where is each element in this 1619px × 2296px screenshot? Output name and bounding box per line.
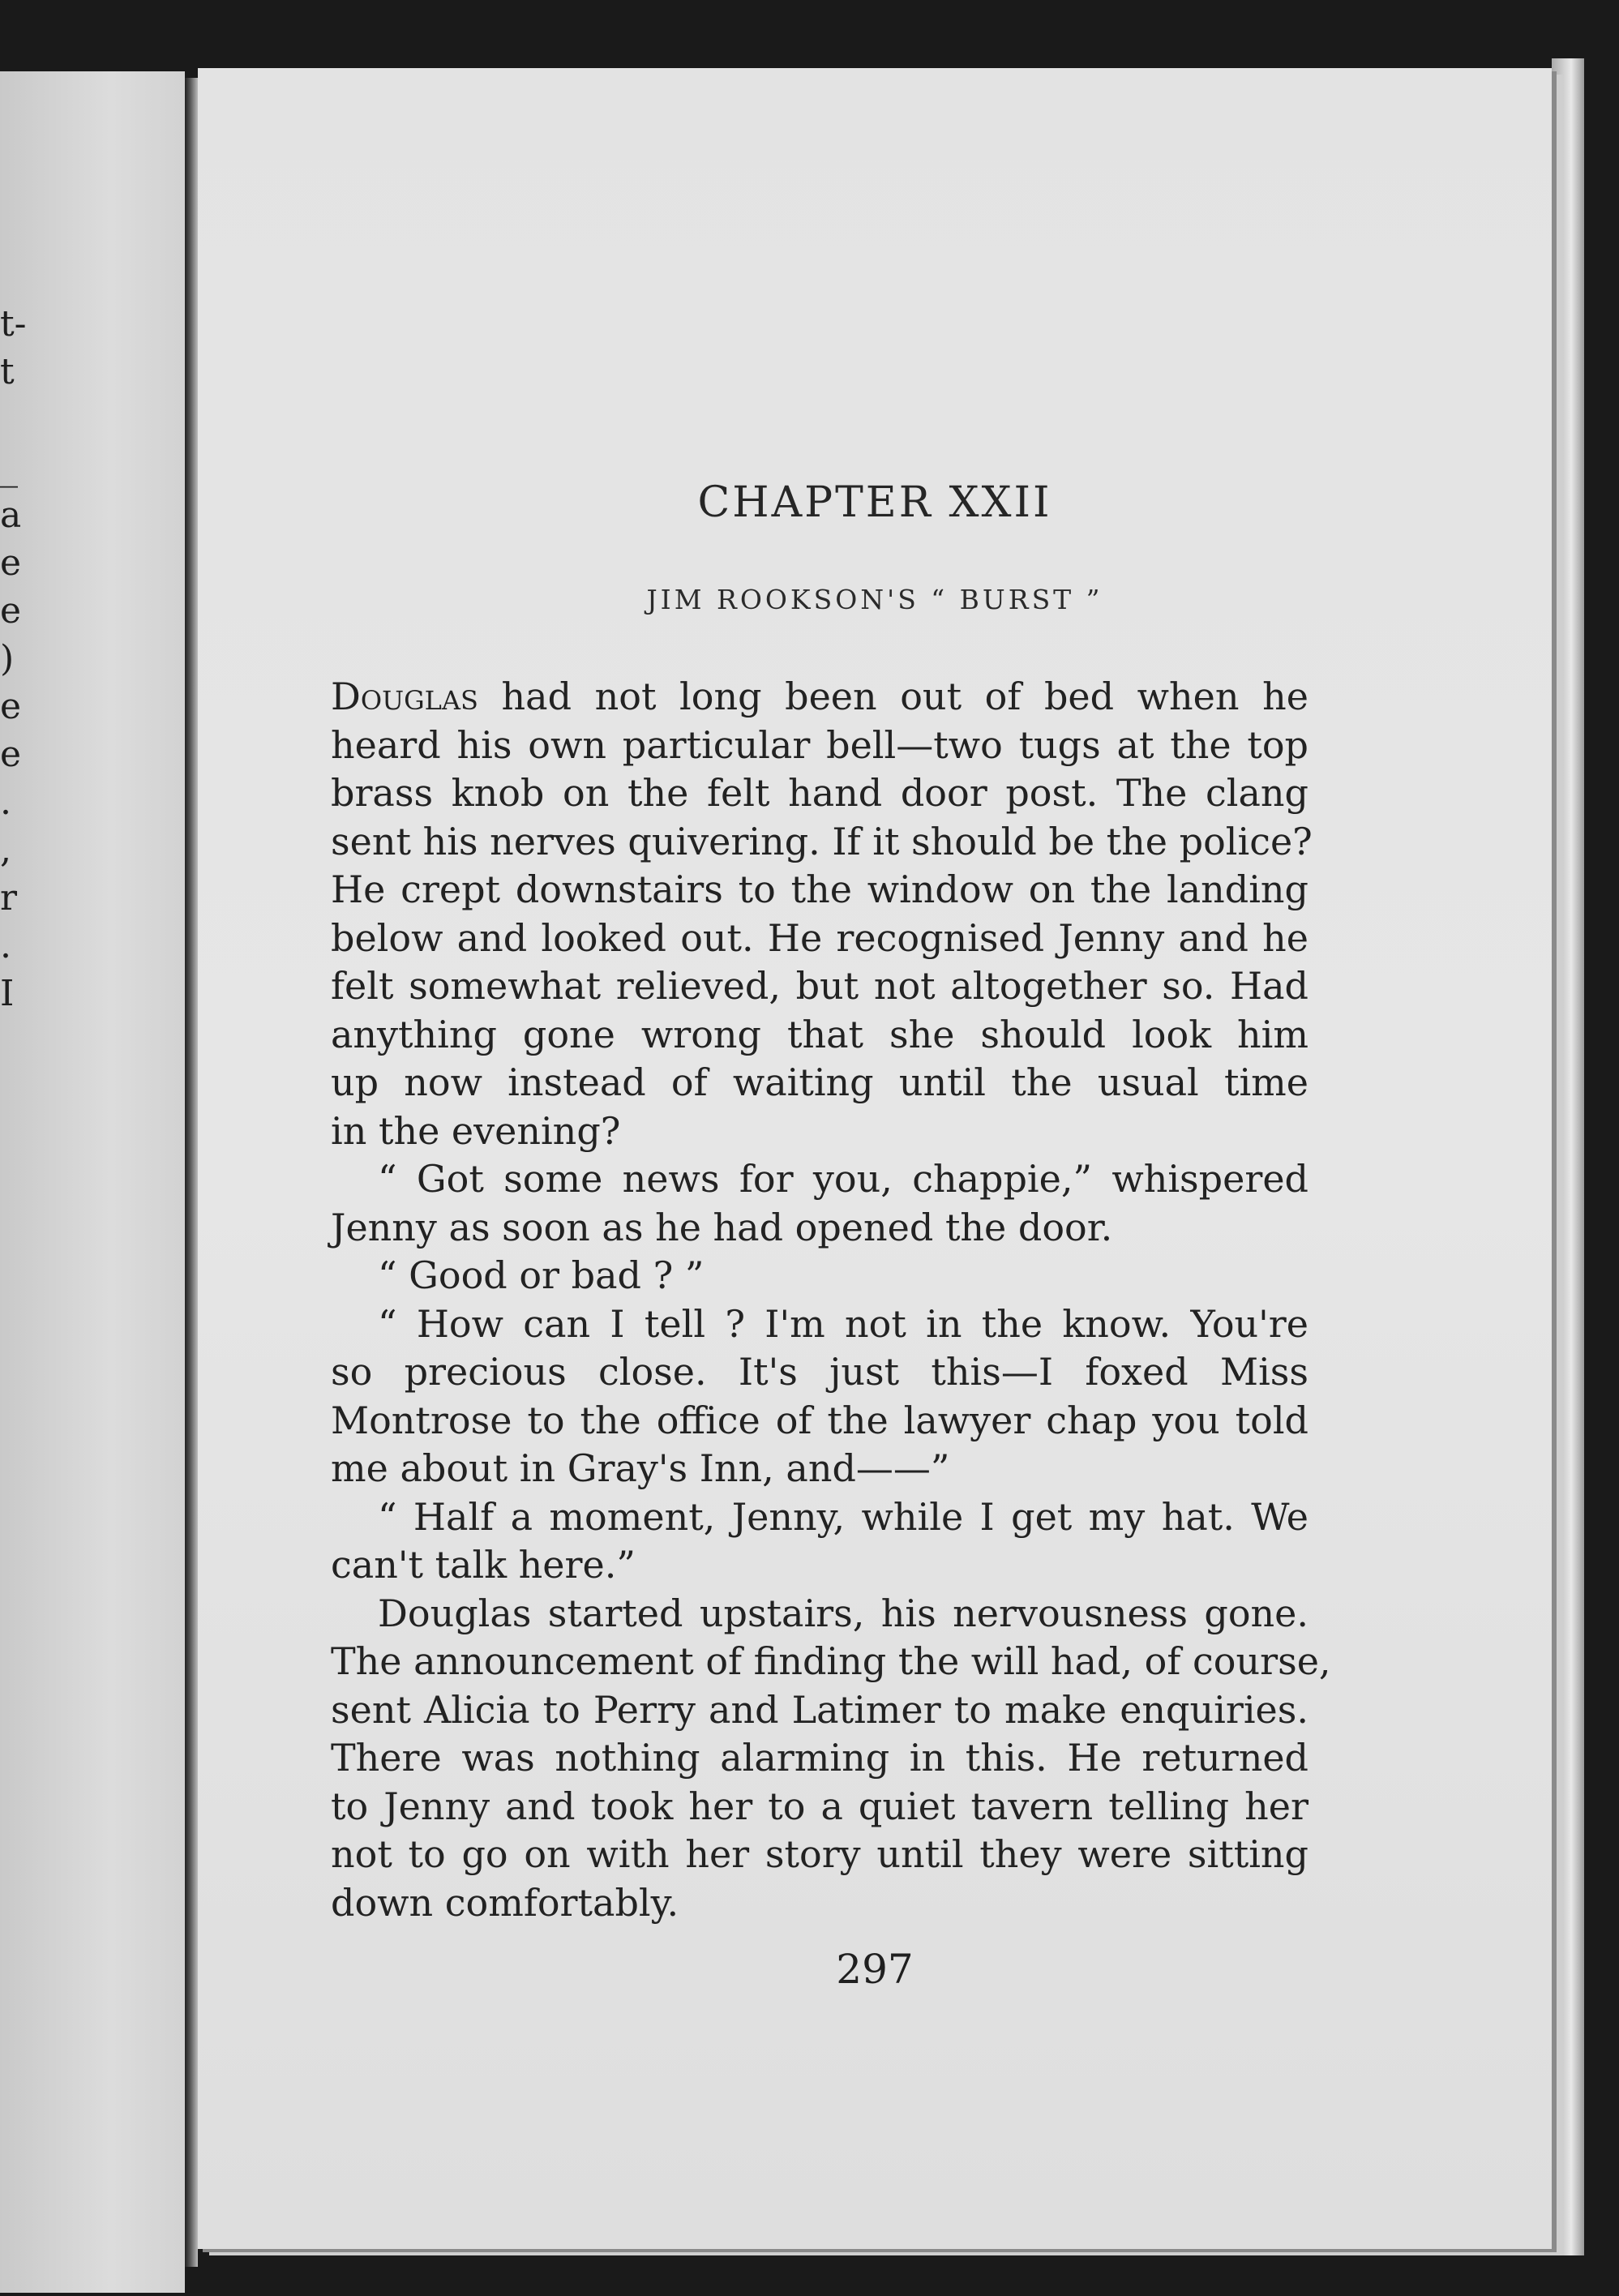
chapter-heading: CHAPTER XXII — [697, 478, 1052, 527]
facing-page-fragment: e — [0, 734, 22, 775]
chapter-subtitle: JIM ROOKSON'S “ BURST ” — [646, 584, 1103, 615]
text-line-content: me about in Gray's Inn, and——” — [331, 1446, 950, 1490]
facing-page-fragment — [0, 396, 32, 443]
facing-page-text-fragments — [0, 300, 32, 1017]
text-line — [331, 1734, 1308, 1783]
text-line — [331, 915, 1308, 963]
text-line-content: There was nothing alarming in this. He returned — [331, 1736, 1308, 1780]
facing-page-fragment: . — [0, 925, 11, 966]
text-line-content: down comfortably. — [331, 1880, 679, 1925]
text-line-content: up now instead of waiting until the usual time — [331, 1060, 1308, 1104]
text-line-content: brass knob on the felt hand door post. The clang — [331, 771, 1308, 815]
text-line — [331, 1155, 1308, 1204]
text-line — [331, 1397, 1308, 1446]
facing-page-fragment: . — [0, 782, 11, 823]
text-line-content: “ How can I tell ? I'm not in the know. You're — [378, 1301, 1308, 1346]
paragraph-lead-word: Douglas — [331, 675, 478, 718]
text-line — [331, 818, 1313, 867]
text-line-content: not to go on with her story until they were sitting — [331, 1832, 1308, 1876]
text-line — [331, 1300, 1308, 1349]
text-line — [331, 1493, 1308, 1542]
text-line — [331, 1686, 1308, 1735]
text-line — [331, 1011, 1308, 1060]
facing-page-fragment: , — [0, 829, 11, 871]
text-line — [331, 866, 1308, 915]
facing-page-fragment: t — [0, 351, 15, 392]
facing-page-fragment: I — [0, 973, 15, 1014]
text-line-content: heard his own particular bell—two tugs at the top — [331, 722, 1308, 767]
text-line-content: had not long been out of bed when he — [478, 675, 1308, 718]
text-line — [331, 722, 1308, 770]
facing-page-fragment: t- — [0, 303, 27, 345]
text-line — [331, 1638, 1331, 1686]
book-gutter — [185, 78, 198, 2267]
text-line — [331, 1590, 1308, 1638]
text-line-content: Douglas started upstairs, his nervousness gone. — [378, 1591, 1308, 1635]
text-line-content: felt somewhat relieved, but not altogether so. Had — [331, 964, 1308, 1008]
text-line-content: anything gone wrong that she should look him — [331, 1012, 1308, 1056]
text-line — [331, 962, 1308, 1011]
facing-page-fragment: e — [0, 686, 22, 727]
text-line — [331, 1348, 1308, 1397]
text-line — [331, 1541, 1308, 1590]
text-line-content: in the evening? — [331, 1108, 621, 1153]
text-line-content: “ Got some news for you, chappie,” whispered — [378, 1157, 1308, 1201]
text-line-content: to Jenny and took her to a quiet tavern telling her — [331, 1784, 1308, 1828]
text-line-content: “ Half a moment, Jenny, while I get my hat. We — [378, 1494, 1308, 1539]
text-line-content: can't talk here.” — [331, 1543, 636, 1587]
facing-page-fragment: r — [0, 877, 18, 919]
text-line-content: sent Alicia to Perry and Latimer to make enquiries. — [331, 1687, 1308, 1732]
page-number: 297 — [836, 1946, 914, 1993]
text-line-content: “ Good or bad ? ” — [378, 1253, 705, 1297]
text-line — [331, 1204, 1308, 1253]
text-line — [331, 769, 1308, 818]
text-line-content: sent his nerves quivering. If it should be the police? — [331, 819, 1313, 863]
text-line-content: Jenny as soon as he had opened the door. — [331, 1205, 1113, 1249]
page-edge — [1552, 58, 1584, 2255]
text-line — [331, 1831, 1308, 1879]
facing-page-fragment: e — [0, 542, 22, 584]
body-text — [331, 673, 1331, 1927]
text-line — [331, 1107, 1308, 1156]
facing-page-fragment: a — [0, 495, 22, 536]
facing-page-fragment: e — [0, 590, 22, 632]
text-line-content: He crept downstairs to the window on the landing — [331, 867, 1308, 911]
text-line-content: Montrose to the office of the lawyer chap you told — [331, 1398, 1308, 1442]
text-line-content: The announcement of finding the will had, of course, — [331, 1639, 1331, 1683]
text-line — [331, 673, 1308, 722]
facing-page-fragment: ) — [0, 638, 15, 679]
text-line — [331, 1059, 1308, 1107]
text-line — [331, 1783, 1308, 1831]
facing-page-fragment: _ — [0, 447, 18, 488]
text-line — [331, 1879, 1308, 1928]
text-line — [331, 1252, 1308, 1300]
text-line — [331, 1445, 1308, 1493]
text-line-content: so precious close. It's just this—I foxed Miss — [331, 1350, 1308, 1394]
text-line-content: below and looked out. He recognised Jenny and he — [331, 915, 1308, 960]
